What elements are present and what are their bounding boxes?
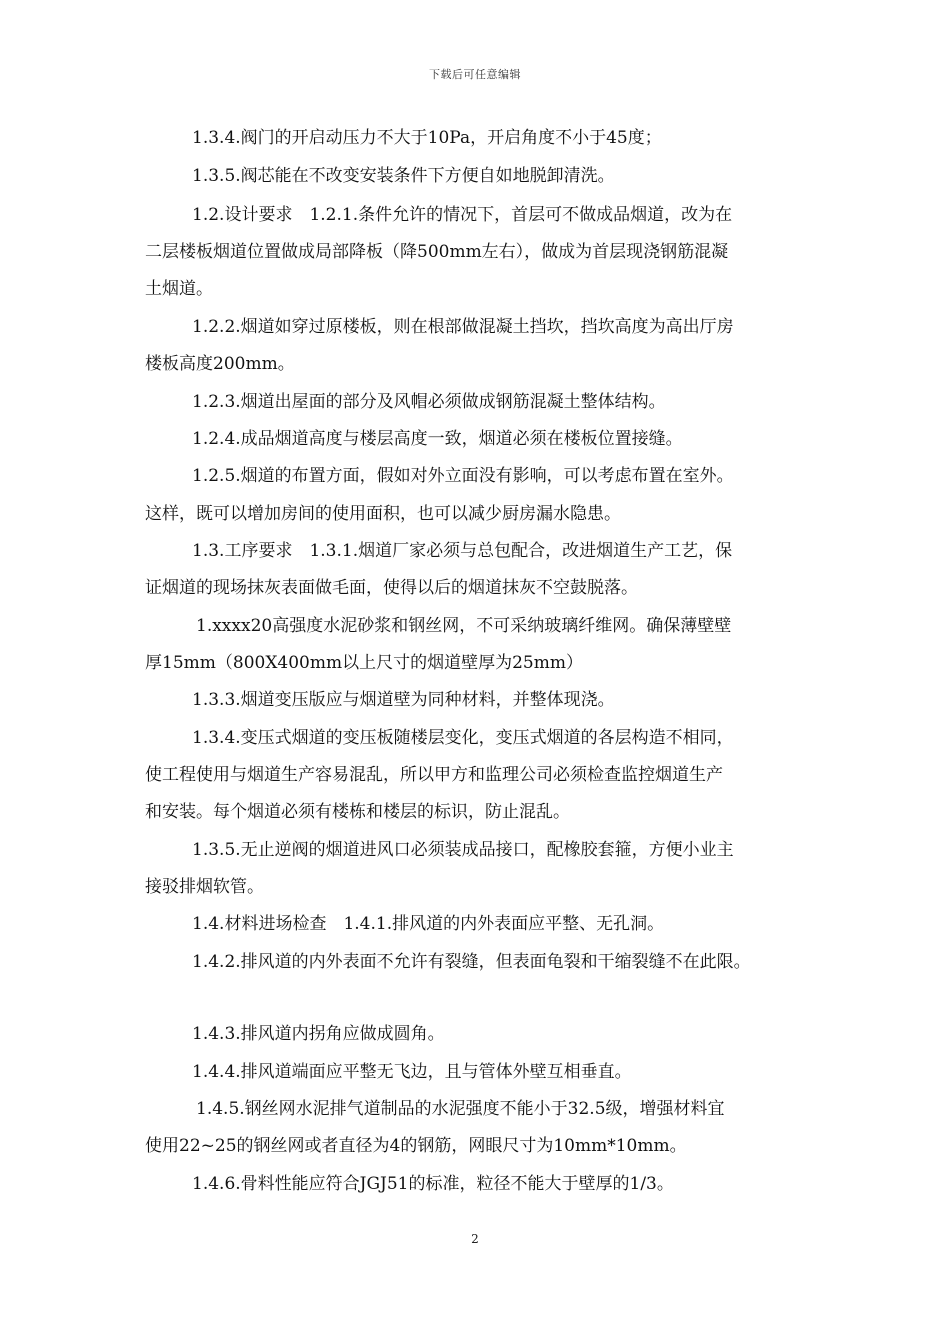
- text-line: 1.2.5.烟道的布置方面，假如对外立面没有影响，可以考虑布置在室外。: [192, 466, 734, 486]
- text-line: 1.4.材料进场检查 1.4.1.排风道的内外表面应平整、无孔洞。: [192, 914, 665, 934]
- text-line: 1.3.5.阀芯能在不改变安装条件下方便自如地脱卸清洗。: [192, 166, 615, 186]
- text-line: 1.2.2.烟道如穿过原楼板，则在根部做混凝土挡坎，挡坎高度为高出厅房: [192, 317, 734, 337]
- text-line: 1.4.4.排风道端面应平整无飞边，且与管体外壁互相垂直。: [192, 1062, 632, 1082]
- text-line: 1.4.5.钢丝网水泥排气道制品的水泥强度不能小于32.5级，增强材料宜: [196, 1099, 725, 1119]
- text-line: 1.3.4.阀门的开启动压力不大于10Pa，开启角度不小于45度；: [192, 128, 662, 148]
- text-line: 1.2.设计要求 1.2.1.条件允许的情况下，首层可不做成品烟道，改为在: [192, 205, 733, 225]
- text-line: 1.4.6.骨料性能应符合JGJ51的标准，粒径不能大于壁厚的1/3。: [192, 1174, 674, 1194]
- text-line: 证烟道的现场抹灰表面做毛面，使得以后的烟道抹灰不空鼓脱落。: [145, 578, 638, 598]
- text-line: 这样，既可以增加房间的使用面积，也可以减少厨房漏水隐患。: [145, 504, 621, 524]
- text-line: 接驳排烟软管。: [145, 877, 264, 897]
- text-line: 土烟道。: [145, 279, 213, 299]
- text-line: 1.3.5.无止逆阀的烟道进风口必须装成品接口，配橡胶套箍，方便小业主: [192, 840, 734, 860]
- text-line: 1.2.3.烟道出屋面的部分及风帽必须做成钢筋混凝土整体结构。: [192, 392, 666, 412]
- text-line: 1.xxxx20高强度水泥砂浆和钢丝网，不可采纳玻璃纤维网。确保薄壁壁: [196, 616, 732, 636]
- text-line: 和安装。每个烟道必须有楼栋和楼层的标识，防止混乱。: [145, 802, 570, 822]
- text-line: 1.2.4.成品烟道高度与楼层高度一致，烟道必须在楼板位置接缝。: [192, 429, 683, 449]
- page-header: 下载后可任意编辑: [429, 68, 521, 81]
- text-line: 二层楼板烟道位置做成局部降板（降500mm左右），做成为首层现浇钢筋混凝: [145, 242, 729, 262]
- text-line: 厚15mm（800X400mm以上尺寸的烟道壁厚为25mm）: [145, 653, 583, 673]
- text-line: 使用22~25的钢丝网或者直径为4的钢筋，网眼尺寸为10mm*10mm。: [145, 1136, 687, 1156]
- text-line: 1.3.4.变压式烟道的变压板随楼层变化，变压式烟道的各层构造不相同，: [192, 728, 734, 748]
- text-line: 1.3.工序要求 1.3.1.烟道厂家必须与总包配合，改进烟道生产工艺，保: [192, 541, 733, 561]
- text-line: 1.3.3.烟道变压版应与烟道壁为同种材料，并整体现浇。: [192, 690, 615, 710]
- page-number: 2: [471, 1232, 479, 1246]
- text-line: 1.4.2.排风道的内外表面不允许有裂缝，但表面龟裂和干缩裂缝不在此限。: [192, 952, 751, 972]
- text-line: 1.4.3.排风道内拐角应做成圆角。: [192, 1024, 445, 1044]
- text-line: 楼板高度200mm。: [145, 354, 295, 374]
- text-line: 使工程使用与烟道生产容易混乱，所以甲方和监理公司必须检查监控烟道生产: [145, 765, 723, 785]
